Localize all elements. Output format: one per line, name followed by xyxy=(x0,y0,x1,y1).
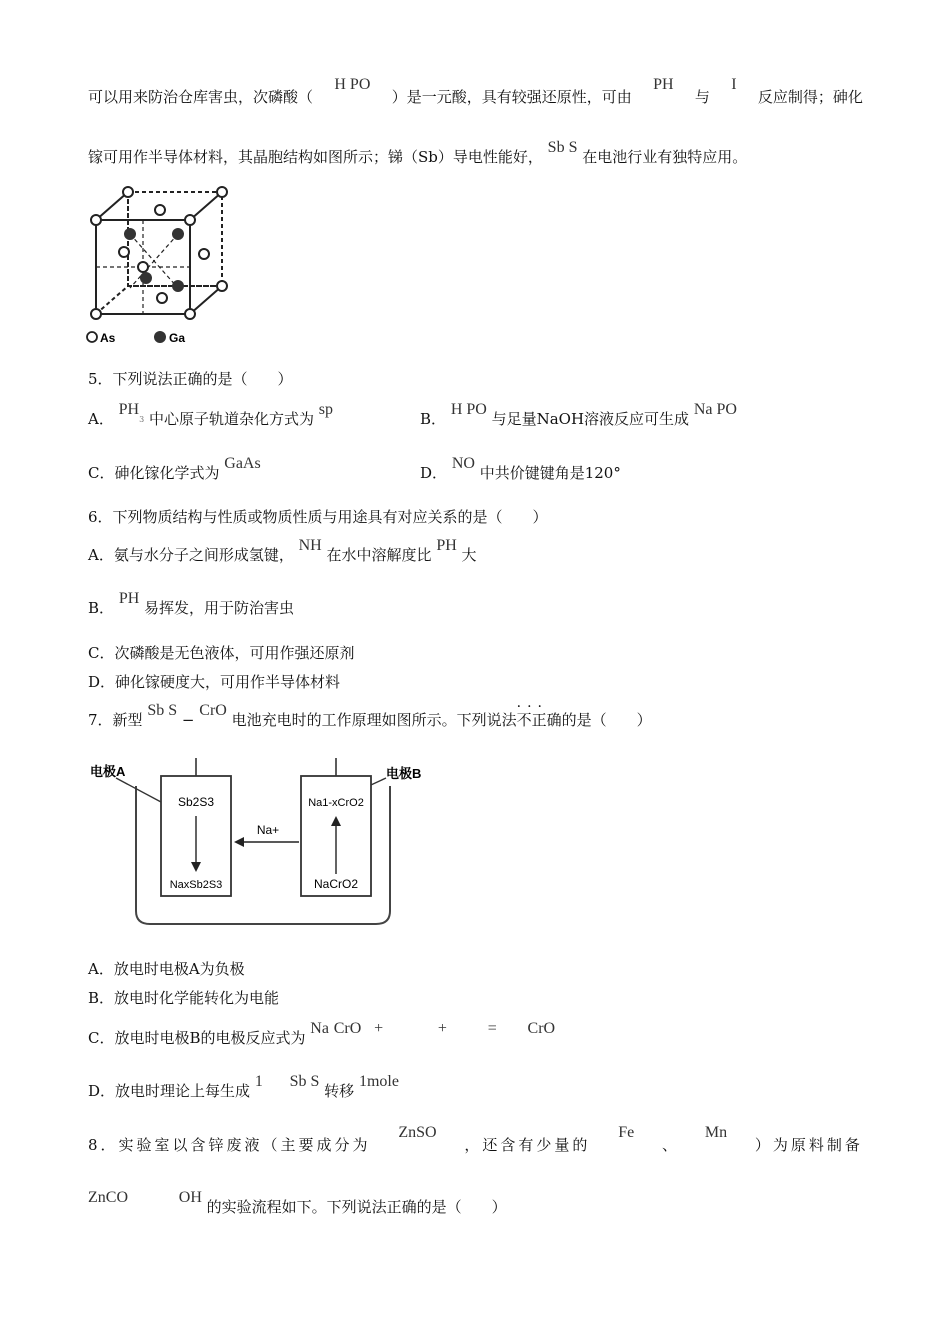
q5-b-text: 与足量NaOH溶液反应可生成 xyxy=(491,410,690,428)
formula-1mole: 1mole xyxy=(358,1073,399,1090)
as-atom xyxy=(185,309,195,319)
q7-option-c xyxy=(88,1020,556,1048)
electrode-b-top-species: Na1-xCrO2 xyxy=(308,797,364,809)
q5-a-label: A． xyxy=(88,410,114,428)
formula-i2: I xyxy=(731,76,737,93)
arrow-left-icon xyxy=(234,837,244,847)
intro-text-1d: 反应制得；砷化 xyxy=(757,88,863,106)
q5-option-c xyxy=(88,455,261,483)
q5-d-text: 中共价键键角是120° xyxy=(479,464,621,482)
electrode-b-bottom-species: NaCrO2 xyxy=(313,877,359,891)
electrode-b-label: 电极B xyxy=(386,766,422,781)
as-atom xyxy=(91,309,101,319)
intro-text-1b: ）是一元酸，具有较强还原性，可由 xyxy=(391,88,632,106)
q6-option-c: C．次磷酸是无色液体，可用作强还原剂 xyxy=(88,644,355,662)
q7-dash: − xyxy=(181,711,195,729)
q7-option-b: B．放电时化学能转化为电能 xyxy=(88,989,280,1007)
q8-sep: 、 xyxy=(662,1136,678,1154)
as-atom xyxy=(217,187,227,197)
q6-b-text: 易挥发，用于防治害虫 xyxy=(144,599,295,617)
q5-c-text: C．砷化镓化学式为 xyxy=(88,464,220,482)
q6-a-end: 大 xyxy=(461,546,477,564)
q6-b-label: B． xyxy=(88,599,115,617)
formula-nh3: NH xyxy=(298,537,322,554)
formula-one: 1 xyxy=(254,1073,263,1090)
intro-line-2 xyxy=(88,139,748,167)
formula-ph3: PH xyxy=(118,590,140,607)
q5-a-text: 中心原子轨道杂化方式为 xyxy=(148,410,314,428)
q6-option-b xyxy=(88,590,295,618)
q5-option-d xyxy=(420,455,621,483)
legend-as-icon xyxy=(87,332,97,342)
q7-end: 的是（ ） xyxy=(561,711,652,729)
electrode-a-bottom-species: NaxSb2S3 xyxy=(169,879,223,891)
formula-sb2s3: Sb S xyxy=(547,139,578,156)
ga-atom xyxy=(124,228,136,240)
q7-option-a: A．放电时电极A为负极 xyxy=(88,960,245,978)
as-atom xyxy=(217,281,227,291)
formula-sp: sp xyxy=(318,401,333,418)
gaas-crystal-diagram xyxy=(84,182,244,346)
ga-atom xyxy=(172,280,184,292)
formula-fe: Fe xyxy=(618,1124,635,1141)
intro-text-2a: 镓可用作半导体材料，其晶胞结构如图所示；锑（Sb）导电性能好， xyxy=(88,148,543,166)
formula-no3: NO xyxy=(451,455,475,472)
as-atom xyxy=(157,293,167,303)
electrode-a-top-species: Sb2S3 xyxy=(177,795,215,809)
formula-h3po2: H PO xyxy=(334,76,371,93)
as-atom xyxy=(91,215,101,225)
q7-stem xyxy=(88,702,652,730)
formula-mn: Mn xyxy=(704,1124,728,1141)
legend-ga-icon xyxy=(154,331,166,343)
electrode-a-label: 电极A xyxy=(90,764,126,779)
formula-ph3: PH xyxy=(653,76,674,93)
q7-d-mid: 转移 xyxy=(324,1082,355,1100)
q7-c-plus: + xyxy=(374,1020,384,1037)
formula-oh: OH xyxy=(178,1189,202,1206)
q8-end: ）为原料制备 xyxy=(754,1136,863,1154)
formula-ph3: PH xyxy=(118,401,140,418)
formula-ph3: PH xyxy=(436,537,457,554)
q7-pre: 7．新型 xyxy=(88,711,143,729)
q7-c-equals: = xyxy=(487,1020,497,1037)
formula-sb2s3: Sb S xyxy=(147,702,178,719)
q7-d-text: D．放电时理论上每生成 xyxy=(88,1082,251,1100)
intro-text-1a: 可以用来防治仓库害虫，次磷酸（ xyxy=(88,88,314,106)
intro-line-1 xyxy=(88,76,863,107)
formula-cro2: CrO xyxy=(333,1020,362,1037)
battery-diagram xyxy=(86,756,422,928)
q5-d-label: D． xyxy=(420,464,448,482)
formula-znco3: ZnCO xyxy=(88,1189,128,1206)
q6-option-d: D．砷化镓硬度大，可用作半导体材料 xyxy=(88,673,341,691)
intro-text-2b: 在电池行业有独特应用。 xyxy=(582,148,748,166)
as-atom xyxy=(155,205,165,215)
ga-atom xyxy=(172,228,184,240)
q7-c-plus: + xyxy=(437,1020,447,1037)
q6-a-mid: 在水中溶解度比 xyxy=(326,546,432,564)
q8-line-2 xyxy=(88,1189,507,1217)
q8-mid: ，还含有少量的 xyxy=(464,1136,591,1154)
q6-option-a xyxy=(88,537,477,565)
formula-nacro2: CrO xyxy=(199,702,227,719)
q7-mid: 电池充电时的工作原理如图所示。下列说法 xyxy=(231,711,517,729)
formula-na: Na xyxy=(310,1020,329,1037)
ga-atom xyxy=(140,272,152,284)
legend-as-label: As xyxy=(100,331,116,345)
formula-cro2: CrO xyxy=(527,1020,556,1037)
q5-b-label: B． xyxy=(420,410,447,428)
formula-na3po2: Na PO xyxy=(693,401,737,418)
as-atom xyxy=(185,215,195,225)
q6-stem: 6．下列物质结构与性质或物质性质与用途具有对应关系的是（ ） xyxy=(88,508,548,526)
as-atom xyxy=(123,187,133,197)
as-atom xyxy=(199,249,209,259)
legend-ga-label: Ga xyxy=(169,331,186,345)
q8-line-2-text: 的实验流程如下。下列说法正确的是（ ） xyxy=(206,1198,507,1216)
q7-emphasis-not-correct: ··· 不正确 xyxy=(517,711,562,729)
formula-gaas: GaAs xyxy=(224,455,261,472)
formula-znso4: ZnSO xyxy=(398,1124,437,1141)
formula-sb2s3: Sb S xyxy=(289,1073,320,1090)
q5-stem: 5．下列说法正确的是（ ） xyxy=(88,370,293,388)
as-atom xyxy=(119,247,129,257)
q5-option-b xyxy=(420,401,737,429)
q5-option-a: A． PH3 中心原子轨道杂化方式为 sp xyxy=(88,401,333,428)
q6-a-text: A．氨与水分子之间形成氢键， xyxy=(88,546,294,564)
q8-pre: 8．实验室以含锌废液（主要成分为 xyxy=(88,1136,371,1154)
q8-line-1 xyxy=(88,1124,863,1155)
q7-c-text: C．放电时电极B的电极反应式为 xyxy=(88,1029,306,1047)
formula-h3po2: H PO xyxy=(450,401,487,418)
sodium-ion-label: Na+ xyxy=(256,823,280,837)
q7-option-d xyxy=(88,1073,399,1101)
intro-text-1c: 与 xyxy=(694,88,710,106)
as-atom xyxy=(138,262,148,272)
